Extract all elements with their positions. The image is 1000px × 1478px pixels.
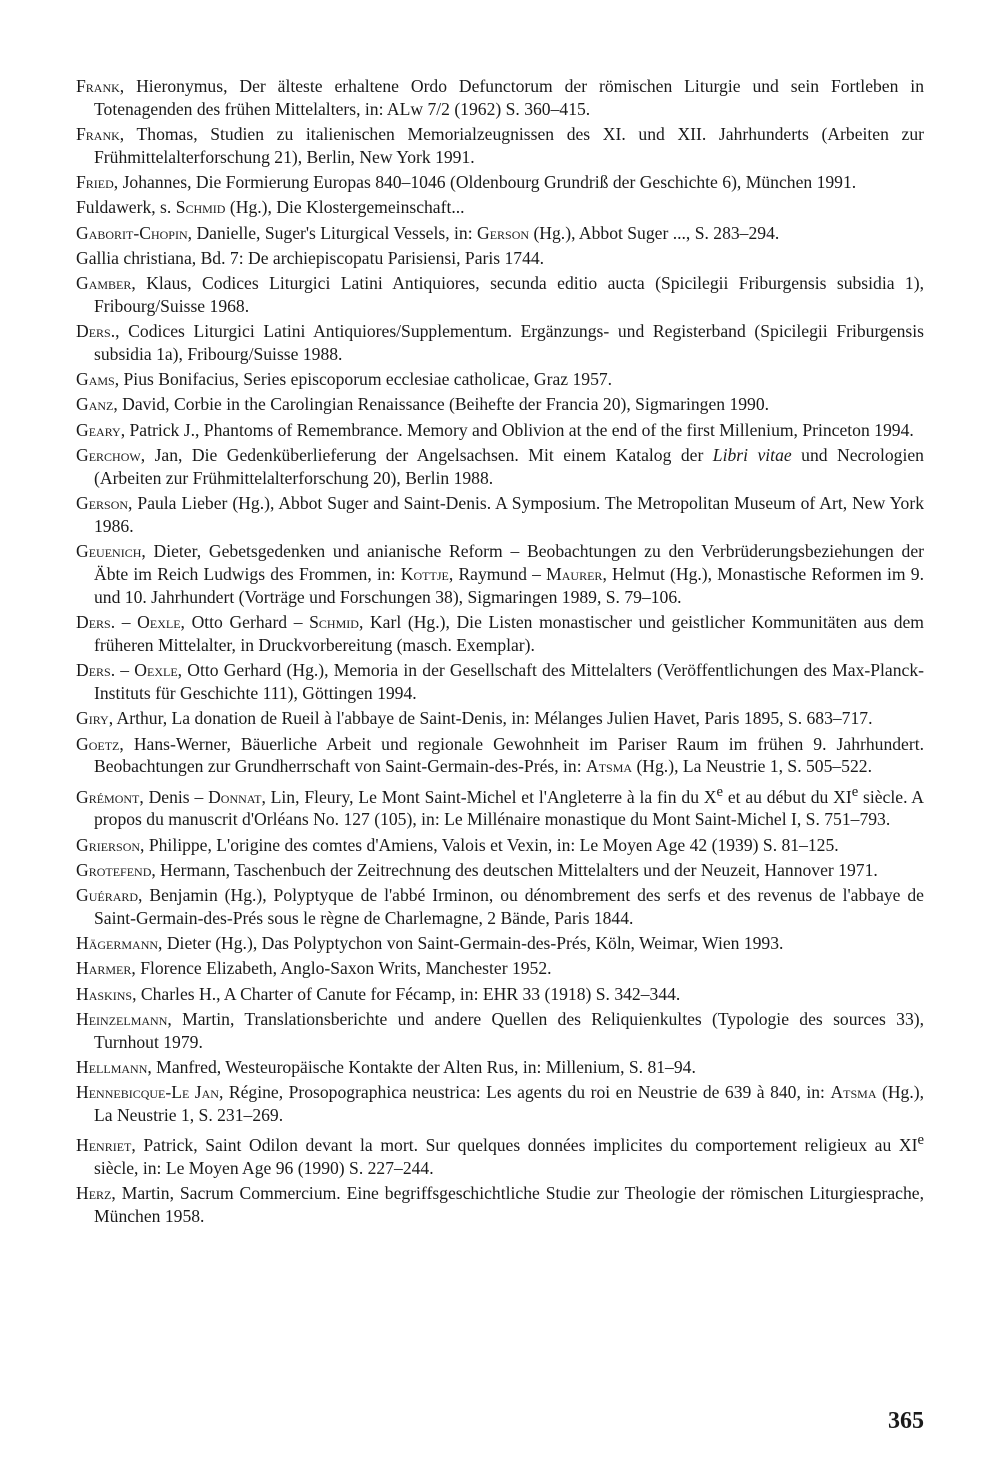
superscript: e (917, 1132, 924, 1149)
bibliography-entry (76, 983, 924, 1006)
entry-text: , Otto Gerhard (Hg.), Memoria in der Gesellschaft des Mittelalters (Veröffentlichungen des Max-Planck-Instituts für Geschichte 111), Göttingen 1994. (94, 660, 925, 704)
entry-title-italic: Libri vitae (712, 444, 792, 465)
entry-text: Gallia christiana, Bd. 7: De archiepiscopatu Parisiensi, Paris 1744. (76, 247, 545, 268)
entry-text: – (115, 612, 138, 633)
entry-author: Maurer (546, 563, 603, 584)
bibliography-entry (76, 368, 924, 391)
entry-author: Gerchow (76, 444, 141, 465)
entry-author: Oexle (137, 612, 181, 633)
entry-author: Ders. (76, 660, 116, 681)
bibliography-entry (76, 1182, 924, 1228)
entry-author: Ders. (76, 612, 116, 633)
entry-author: Haskins (76, 983, 133, 1004)
bibliography-entry (76, 957, 924, 980)
entry-text: , Karl (Hg.), Die Listen monastischer und geistlicher Kommunitäten aus dem früheren Mittelalter, in Druckvorbereitung (masch. Exemplar). (94, 612, 924, 655)
bibliography-entry (76, 1129, 924, 1180)
entry-author: Guérard (76, 885, 139, 905)
entry-author: Gerson (477, 222, 530, 243)
entry-text: , Raymund – (448, 563, 547, 584)
bibliography-entry (76, 123, 924, 169)
bibliography-entry (76, 222, 924, 245)
entry-author: Frank (76, 124, 120, 145)
bibliography-entry (76, 733, 924, 779)
entry-text: , Denis – (139, 786, 209, 807)
entry-text: siècle. A propos du manuscrit d'Orléans No. 127 (105), in: Le Millénaire monastique du Mont Saint-Michel I, S. 751–793. (94, 786, 925, 830)
bibliography-entry (76, 932, 924, 955)
bibliography-list (76, 75, 924, 1230)
bibliography-entry (76, 540, 924, 609)
bibliography-entry (76, 444, 924, 490)
entry-text: , Arthur, La donation de Rueil à l'abbaye de Saint-Denis, in: Mélanges Julien Havet, Paris 1895, S. 683–717. (108, 708, 873, 729)
entry-text: (Hg.), Die Klostergemeinschaft... (225, 197, 465, 218)
entry-author: Grémont (76, 786, 140, 807)
entry-author: Herz (76, 1183, 112, 1204)
entry-text: et au début du XI (723, 786, 852, 807)
entry-author: Henriet (76, 1135, 132, 1155)
entry-text: , Thomas, Studien zu italienischen Memorialzeugnissen des XI. und XII. Jahrhunderts (Arbeiten zur Frühmittelalterforschung 21), Berlin, New York 1991. (94, 124, 924, 168)
entry-text: , Patrick, Saint Odilon devant la mort. Sur quelques données implicites du comportement religieux au XI (131, 1135, 918, 1155)
bibliography-entry (76, 320, 924, 366)
entry-author: Hennebicque-Le Jan (76, 1082, 219, 1103)
entry-author: Grotefend (76, 859, 152, 880)
bibliography-entry (76, 884, 924, 930)
entry-author: Goetz (76, 733, 120, 754)
page-number: 365 (888, 1408, 924, 1434)
entry-text: , David, Corbie in the Carolingian Renaissance (Beihefte der Francia 20), Sigmaringen 1990. (113, 394, 770, 415)
bibliography-entry (76, 272, 924, 318)
entry-text: – (115, 660, 135, 681)
bibliography-entry (76, 393, 924, 416)
entry-text: (Hg.), La Neustrie 1, S. 231–269. (94, 1082, 924, 1125)
entry-author: Donnat (208, 786, 262, 807)
entry-author: Gamber (76, 273, 132, 294)
entry-text: , Martin, Sacrum Commercium. Eine begriffsgeschichtliche Studie zur Theologie der römischen Liturgiesprache, München 1958. (94, 1183, 924, 1227)
entry-text: , Paula Lieber (Hg.), Abbot Suger and Saint-Denis. A Symposium. The Metropolitan Museum of Art, New York 1986. (94, 492, 924, 536)
entry-text: , Codices Liturgici Latini Antiquiores/Supplementum. Ergänzungs- und Registerband (Spicilegii Friburgensis subsidia 1a), Fribourg/Suisse 1988. (94, 321, 924, 365)
entry-text: , Danielle, Suger's Liturgical Vessels, in: (187, 222, 477, 243)
entry-text: , Helmut (Hg.), Monastische Reformen im 9. und 10. Jahrhundert (Vorträge und Forschungen 38), Sigmaringen 1989, S. 79–106. (94, 563, 924, 607)
entry-author: Harmer (76, 958, 132, 979)
entry-author: Ganz (76, 394, 114, 415)
entry-author: Heinzelmann (76, 1008, 168, 1029)
entry-text: , Patrick J., Phantoms of Remembrance. Memory and Oblivion at the end of the first Millenium, Princeton 1994. (120, 419, 914, 440)
entry-text: und Necrologien (Arbeiten zur Frühmittelalterforschung 20), Berlin 1988. (94, 444, 924, 488)
superscript: e (716, 783, 724, 800)
bibliography-entry (76, 781, 924, 832)
entry-text: , Dieter, Gebetsgedenken und anianische Reform – Beobachtungen zu den Verbrüderungsbeziehungen der Äbte im Reich Ludwigs des Frommen, in: (94, 541, 924, 584)
bibliography-entry (76, 75, 924, 121)
bibliography-entry (76, 196, 924, 219)
bibliography-entry (76, 834, 924, 857)
bibliography-entry (76, 492, 924, 538)
entry-text: , Martin, Translationsberichte und andere Quellen des Reliquienkultes (Typologie des sources 33), Turnhout 1979. (94, 1008, 924, 1052)
entry-text: , Johannes, Die Formierung Europas 840–1046 (Oldenbourg Grundriß der Geschichte 6), München 1991. (113, 172, 857, 193)
entry-text: , Klaus, Codices Liturgici Latini Antiquiores, secunda editio aucta (Spicilegii Friburgensis subsidia 1), Fribourg/Suisse 1968. (94, 273, 924, 316)
bibliography-entry (76, 419, 924, 442)
bibliography-entry (76, 1056, 924, 1079)
bibliography-entry (76, 859, 924, 882)
entry-text: , Pius Bonifacius, Series episcoporum ecclesiae catholicae, Graz 1957. (114, 369, 613, 390)
entry-author: Ders. (76, 321, 116, 342)
bibliography-entry (76, 1008, 924, 1054)
bibliography-entry (76, 171, 924, 194)
entry-text: (Hg.), La Neustrie 1, S. 505–522. (632, 756, 872, 777)
entry-text: , Otto Gerhard – (180, 612, 310, 633)
entry-author: Gerson (76, 492, 129, 513)
entry-author: Geuenich (76, 541, 142, 562)
entry-text: , Jan, Die Gedenküberlieferung der Angelsachsen. Mit einem Katalog der (140, 444, 713, 465)
bibliography-entry (76, 1081, 924, 1127)
entry-author: Gams (76, 369, 115, 390)
entry-author: Giry (76, 708, 109, 729)
entry-author: Schmid (309, 612, 359, 633)
entry-text: , Hans-Werner, Bäuerliche Arbeit und regionale Gewohnheit im Pariser Raum im frühen 9. Jahrhundert. Beobachtungen zur Grundherrschaft von Saint-Germain-des-Prés, in: (94, 733, 924, 777)
entry-text: , Manfred, Westeuropäische Kontakte der Alten Rus, in: Millenium, S. 81–94. (147, 1056, 696, 1077)
entry-author: Schmid (175, 197, 226, 218)
entry-author: Fried (76, 172, 114, 193)
entry-text: , Hieronymus, Der älteste erhaltene Ordo Defunctorum der römischen Liturgie und sein Fortleben in Totenagenden des frühen Mittelalters, in: ALw 7/2 (1962) S. 360–415. (94, 76, 924, 119)
bibliography-entry (76, 611, 924, 657)
entry-text: , Lin, Fleury, Le Mont Saint-Michel et l'Angleterre à la fin du X (261, 786, 717, 807)
entry-text: , Florence Elizabeth, Anglo-Saxon Writs, Manchester 1952. (131, 958, 552, 979)
bibliography-entry (76, 247, 924, 270)
entry-author: Frank (76, 76, 120, 96)
entry-text: , Philippe, L'origine des comtes d'Amiens, Valois et Vexin, in: Le Moyen Age 42 (1939) S. 81–125. (140, 834, 839, 855)
entry-author: Oexle (134, 660, 178, 681)
superscript: e (851, 783, 859, 800)
entry-text: , Hermann, Taschenbuch der Zeitrechnung des deutschen Mittelalters und der Neuzeit, Hannover 1971. (151, 859, 878, 880)
entry-author: Geary (76, 419, 121, 440)
entry-text: , Benjamin (Hg.), Polyptyque de l'abbé Irminon, ou dénombrement des serfs et des revenus de l'abbaye de Saint-Germain-des-Prés sous le règne de Charlemagne, 2 Bände, Paris 1844. (94, 885, 924, 928)
entry-author: Grierson (76, 834, 141, 855)
entry-author: Kottje (400, 563, 449, 584)
entry-author: Atsma (830, 1082, 877, 1103)
entry-text: (Hg.), Abbot Suger ..., S. 283–294. (529, 222, 780, 243)
entry-text: , Dieter (Hg.), Das Polyptychon von Saint-Germain-des-Prés, Köln, Weimar, Wien 1993. (158, 933, 784, 954)
bibliography-entry (76, 707, 924, 730)
entry-author: Atsma (586, 756, 633, 777)
entry-text: siècle, in: Le Moyen Age 96 (1990) S. 227–244. (94, 1157, 434, 1178)
entry-author: Hägermann (76, 933, 159, 954)
entry-text: , Régine, Prosopographica neustrica: Les agents du roi en Neustrie de 639 à 840, in: (218, 1082, 831, 1103)
entry-author: Gaborit-Chopin (76, 222, 188, 243)
entry-text: , Charles H., A Charter of Canute for Fécamp, in: EHR 33 (1918) S. 342–344. (132, 983, 681, 1004)
entry-author: Hellmann (76, 1056, 148, 1077)
entry-text: Fuldawerk, s. (76, 197, 176, 218)
bibliography-entry (76, 659, 924, 705)
